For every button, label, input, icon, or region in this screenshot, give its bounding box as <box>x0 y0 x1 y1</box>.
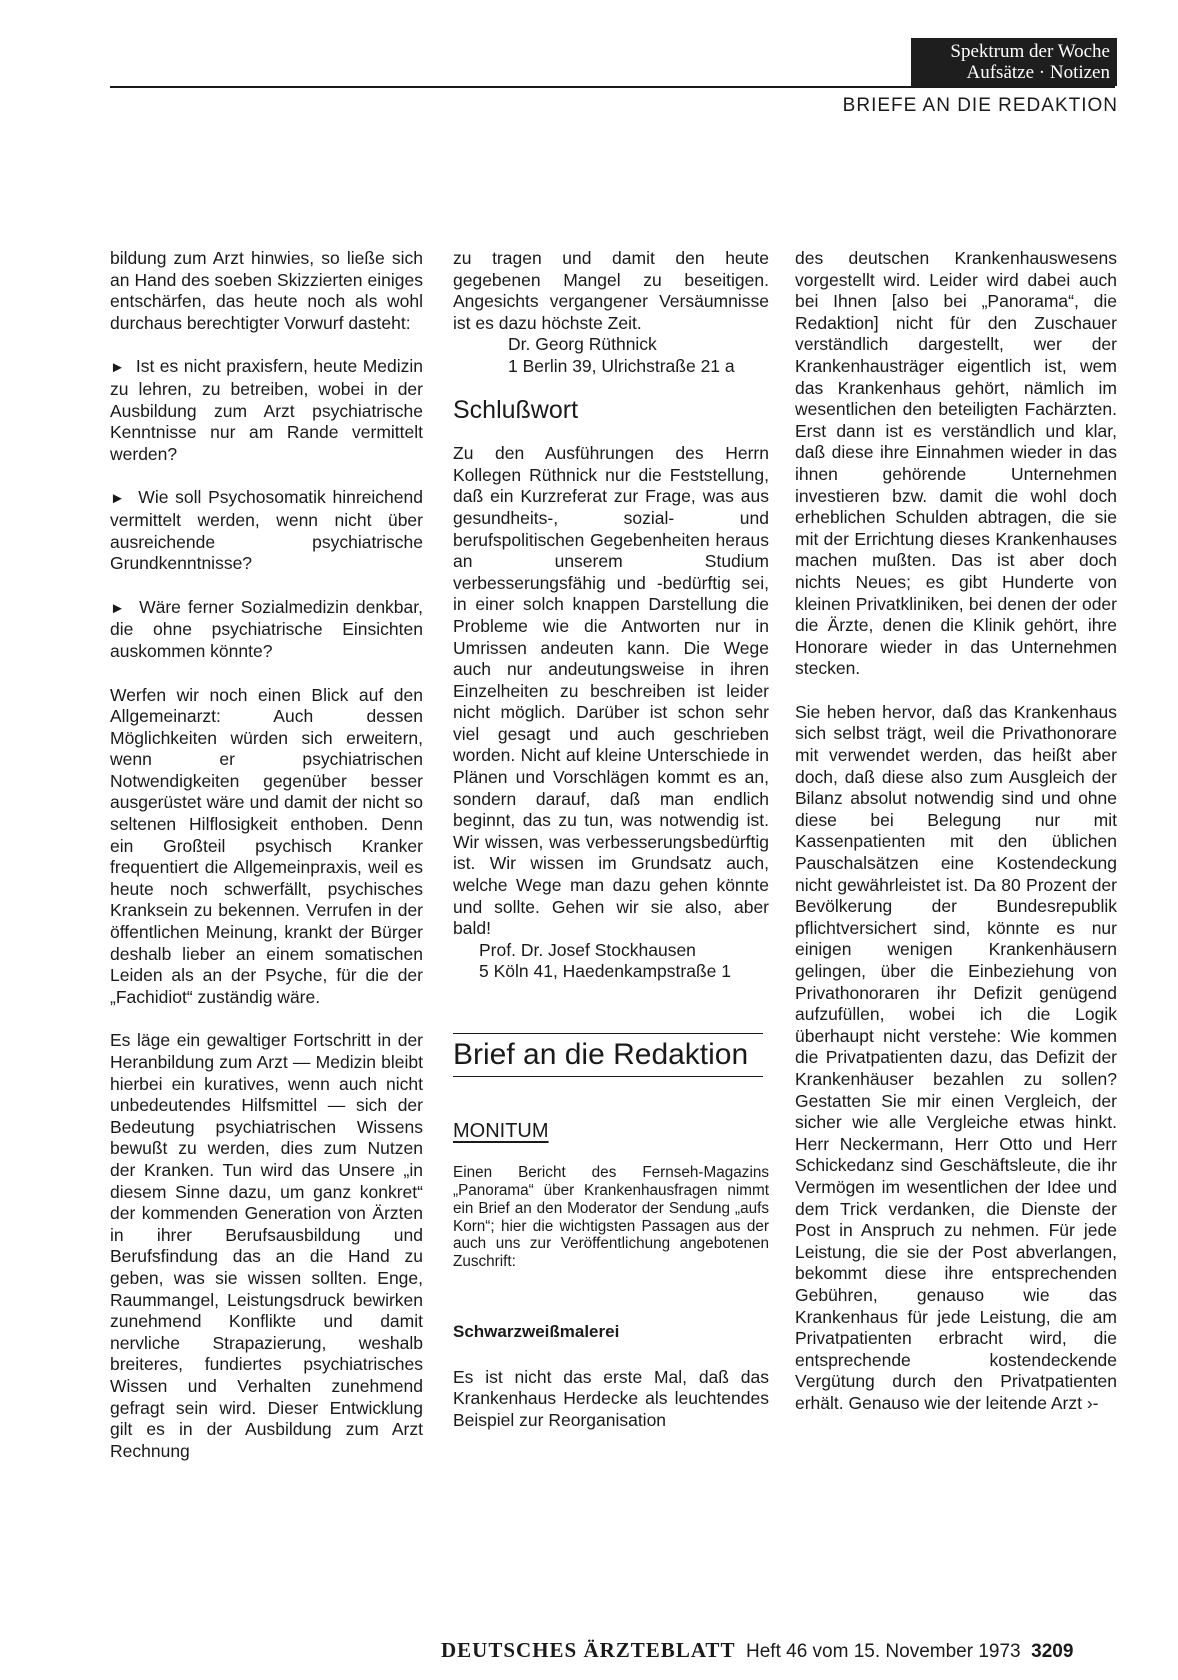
bullet-2-text: Wie soll Psychosomatik hinreichend vermittelt werden, wenn nicht über ausreichende psychiatrische Grundkenntnisse? <box>110 487 423 574</box>
signature-1-address: 1 Berlin 39, Ulrichstraße 21 a <box>508 355 735 376</box>
bullet-1 <box>110 356 423 465</box>
heading-rule-top <box>453 1033 763 1034</box>
col2-paragraph-3: Es ist nicht das erste Mal, daß das Krankenhaus Herdecke als leuchtendes Beispiel zur Reorganisation <box>453 1366 769 1430</box>
arrow-icon: ► <box>110 359 125 377</box>
footer-page-number: 3209 <box>1031 1641 1074 1662</box>
badge-line-1: Spektrum der Woche <box>950 41 1110 62</box>
signature-1-name: Dr. Georg Rüthnick <box>508 334 657 355</box>
heading-brief-an-die-redaktion: Brief an die Redaktion <box>453 1038 749 1071</box>
column-2 <box>453 248 769 1431</box>
monitum-intro: Einen Bericht des Fernseh-Magazins „Panorama“ über Krankenhausfragen nimmt ein Brief an den Moderator der Sendung „aufs Korn“; hier die wichtigsten Passagen aus der auch uns zur Veröffentlichung angebotenen Zuschrift: <box>453 1164 769 1271</box>
col1-paragraph-1: bildung zum Arzt hinwies, so ließe sich an Hand des soeben Skizzierten einiges entschärfen, das heute noch als wohl durchaus berechtigter Vorwurf dasteht: <box>110 248 423 333</box>
section-title: BRIEFE AN DIE REDAKTION <box>842 95 1118 116</box>
footer-magazine: DEUTSCHES ÄRZTEBLATT <box>441 1638 736 1662</box>
signature-2-address: 5 Köln 41, Haedenkampstraße 1 <box>479 961 731 982</box>
col2-paragraph-1: zu tragen und damit den heute gegebenen Mangel zu beseitigen. Angesichts vergangener Versäumnisse ist es dazu höchste Zeit. <box>453 248 769 333</box>
col1-paragraph-3: Es läge ein gewaltiger Fortschritt in der Heranbildung zum Arzt — Medizin bleibt hierbei ein kuratives, wenn auch nicht unbedeutendes Hilfsmittel — sich der Bedeutung psychiatrischen Wissens bewußt zu werden, dies zum Nutzen der Kranken. Tun wird das Unsere „in diesem Sinne dazu, um ganz konkret“ der kommenden Generation von Ärzten in ihrer Berufsausbildung und Berufsfindung das an die Hand zu geben, was sie wissen sollten. Enge, Raummangel, Leistungsdruck bewirken zunehmend Konflikte und damit nervliche Strapazierung, weshalb breiteres, fundiertes psychiatrisches Wissen und Verhalten zunehmend gefragt sein wird. Dieser Entwicklung gilt es in der Ausbildung zum Arzt Rechnung <box>110 1030 423 1461</box>
footer-issue: Heft 46 vom 15. November 1973 <box>746 1641 1021 1662</box>
col1-paragraph-2: Werfen wir noch einen Blick auf den Allgemeinarzt: Auch dessen Möglichkeiten würden sich erweitern, wenn er psychiatrischen Notwendigkeiten gegenüber besser ausgerüstet wäre und damit der nicht so seltenen Hilflosigkeit enthoben. Denn ein Großteil psychisch Kranker frequentiert die Allgemeinpraxis, weil es heute noch schwerfällt, psychisches Kranksein zu bekennen. Verrufen in der öffentlichen Meinung, krankt der Bürger deshalb lieber an einem somatischen Leiden als an der Psyche, für die der „Fachidiot“ zuständig wäre. <box>110 684 423 1007</box>
section-badge <box>911 38 1117 86</box>
column-3 <box>795 248 1117 1414</box>
bullet-3-text: Wäre ferner Sozialmedizin denkbar, die ohne psychiatrische Einsichten auskommen könnte? <box>110 596 423 661</box>
badge-line-2: Aufsätze · Notizen <box>966 62 1110 83</box>
bullet-2 <box>110 487 423 574</box>
col3-paragraph-1: des deutschen Krankenhauswesens vorgestellt wird. Leider wird dabei auch bei Ihnen [also bei „Panorama“, die Redaktion] nicht für den Zuschauer verständlich dargestellt, wer der Krankenhausträger eigentlich ist, wem das Krankenhaus gehört, nämlich im wesentlichen den beteiligten Fachärzten. Erst dann ist es verständlich und klar, daß diese ihre Einnahmen wieder in das ihnen gehörende Unternehmen investieren bzw. damit die wohl doch erheblichen Schulden abtragen, die sie mit der Errichtung dieses Krankenhauses machen mußten. Das ist aber doch nichts Neues; es gibt Hunderte von kleinen Privatkliniken, bei denen der oder die Ärzte, denen die Klinik gehört, ihre Honorare wieder in das Unternehmen stecken. <box>795 248 1117 679</box>
signature-2-name: Prof. Dr. Josef Stockhausen <box>479 939 696 960</box>
header-rule <box>110 86 1115 88</box>
bullet-3 <box>110 597 423 663</box>
page-footer <box>441 1638 1073 1663</box>
heading-rule-bottom <box>453 1076 763 1077</box>
col2-paragraph-2: Zu den Ausführungen des Herrn Kollegen Rüthnick nur die Feststellung, daß ein Kurzreferat zur Frage, was aus gesundheits-, sozial- und berufspolitischen Gegebenheiten heraus an unserem Studium verbesserungsfähig und -bedürftig sei, in einer solch knappen Darstellung die Probleme wie die Antworten nur in Umrissen andeuten kann. Die Wege auch nur andeutungsweise in ihren Einzelheiten zu beschreiben ist leider nicht möglich. Darüber ist schon sehr viel gesagt und auch geschrieben worden. Nicht auf kleine Unterschiede in Plänen und Vorschlägen kommt es an, sondern darauf, daß man endlich beginnt, das zu tun, was notwendig ist. Wir wissen, was verbesserungsbedürftig ist. Wir wissen im Grundsatz auch, welche Wege man dazu gehen könnte und sollte. Gehen wir sie also, aber bald! <box>453 443 769 939</box>
bullet-1-text: Ist es nicht praxisfern, heute Medizin zu lehren, zu betreiben, wobei in der Ausbildung zum Arzt psychiatrische Kenntnisse nur am Rande vermittelt werden? <box>110 356 423 464</box>
heading-monitum: MONITUM <box>453 1119 549 1142</box>
heading-schwarzweissmalerei: Schwarzweißmalerei <box>453 1321 620 1341</box>
col3-paragraph-2: Sie heben hervor, daß das Krankenhaus sich selbst trägt, weil die Privathonorare mit verwendet werden, das heißt aber doch, daß diese also zum Ausgleich der Bilanz absolut notwendig sind und ohne diese bei Belegung nur mit Kassenpatienten mit den üblichen Pauschalsätzen eine Kostendeckung nicht gewährleistet ist. Da 80 Prozent der Bevölkerung der Bundesrepublik pflichtversichert sind, könnte es nur einigen wenigen Krankenhäusern gelingen, über die Einbeziehung von Privathonoraren ihr Defizit genügend aufzufüllen, wobei ich die Logik überhaupt nicht verstehe: Wie kommen die Privatpatienten dazu, das Defizit der Krankenhäuser bezahlen zu sollen? Gestatten Sie mir einen Vergleich, der sicher wie alle Vergleiche etwas hinkt. Herr Neckermann, Herr Otto und Herr Schickedanz sind Geschäftsleute, die ihr Vermögen im wesentlichen der Idee und dem Trick verdanken, die Dienste der Post in Anspruch zu nehmen. Für jede Leistung, die sie der Post abverlangen, bekommt diese ihre entsprechenden Gebühren, genauso wie das Krankenhaus für jede Leistung, die am Privatpatienten erbracht wird, die entsprechende kostendeckende Vergütung durch den Privatpatienten erhält. Genauso wie der leitende Arzt ›- <box>795 701 1117 1413</box>
column-1 <box>110 248 423 1462</box>
arrow-icon: ► <box>110 599 125 617</box>
arrow-icon: ► <box>110 490 125 508</box>
heading-schlusswort: Schlußwort <box>453 395 579 424</box>
